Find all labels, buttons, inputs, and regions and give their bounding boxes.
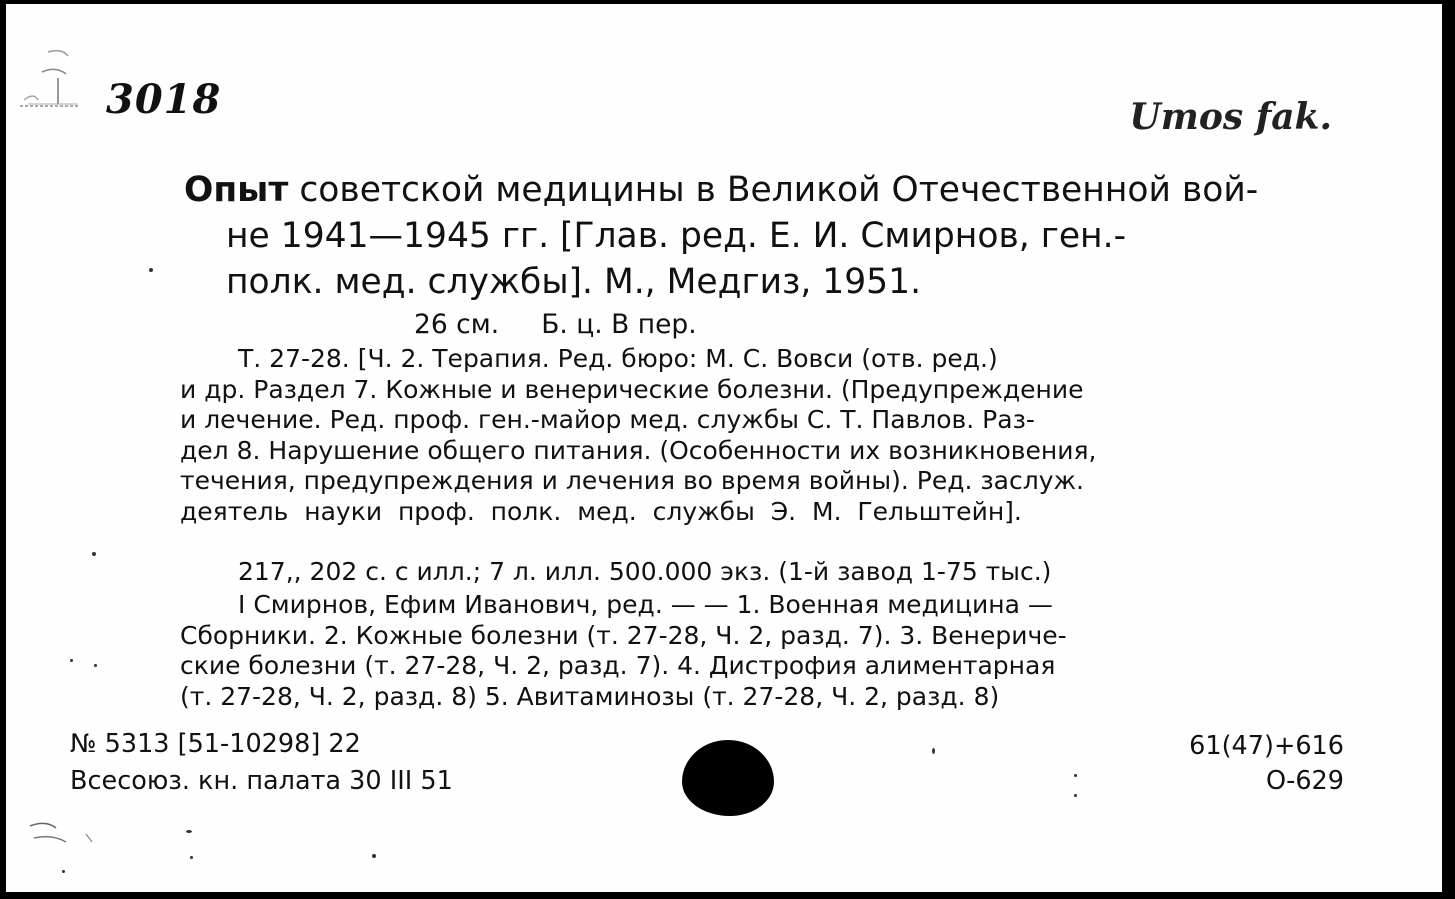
speck-mark xyxy=(186,830,192,833)
contents-line: и лечение. Ред. проф. ген.-майор мед. службы С. Т. Павлов. Раз- xyxy=(180,405,1035,434)
catalog-card xyxy=(6,4,1442,892)
contents-line: дел 8. Нарушение общего питания. (Особенности их возникновения, xyxy=(180,435,1097,465)
contents-line: деятель науки проф. полк. мед. службы Э. М. Гельштейн]. xyxy=(180,496,1022,526)
scribble-mark xyxy=(26,816,106,856)
speck-mark xyxy=(92,552,96,556)
subject-line: ские болезни (т. 27-28, Ч. 2, разд. 7). 4. Дистрофия алиментарная xyxy=(180,651,1056,680)
title-line xyxy=(184,213,1352,259)
speck-mark xyxy=(62,870,65,873)
cutter-number: О-629 xyxy=(1266,766,1344,796)
classification-code: 61(47)+616 xyxy=(1189,731,1344,761)
title-lead-word: Опыт xyxy=(184,170,289,210)
volume-contents xyxy=(180,344,1348,527)
subject-line: (т. 27-28, Ч. 2, разд. 8) 5. Авитаминозы (т. 27-28, Ч. 2, разд. 8) xyxy=(180,681,1000,711)
subject-line: I Смирнов, Ефим Иванович, ред. — — 1. Военная медицина — xyxy=(238,590,1053,619)
title-line-text: советской медицины в Великой Отечественной вой- xyxy=(288,170,1259,210)
marginal-handwritten-note: Umos fak. xyxy=(1129,96,1332,138)
contents-line: и др. Раздел 7. Кожные и венерические болезни. (Предупреждение xyxy=(180,374,1084,404)
speck-mark xyxy=(149,268,153,272)
title-line xyxy=(184,167,1352,213)
issuing-body: Всесоюз. кн. палата 30 III 51 xyxy=(70,766,453,796)
speck-mark xyxy=(70,659,73,662)
subject-line: Сборники. 2. Кожные болезни (т. 27-28, Ч. 2, разд. 7). 3. Венериче- xyxy=(180,620,1067,650)
contents-line: Т. 27-28. [Ч. 2. Терапия. Ред. бюро: М. С. Вовси (отв. ред.) xyxy=(238,344,998,373)
contents-line: течения, предупреждения и лечения во время войны). Ред. заслуж. xyxy=(180,466,1084,495)
title-line xyxy=(184,259,1352,305)
registration-number: № 5313 [51-10298] 22 xyxy=(70,729,361,759)
title-line-text: не 1941—1945 гг. [Глав. ред. Е. И. Смирнов, ген.- xyxy=(226,216,1127,256)
pagination-line: 217,, 202 с. с илл.; 7 л. илл. 500.000 экз. (1-й завод 1-75 тыс.) xyxy=(238,557,1052,586)
speck-mark xyxy=(932,748,935,754)
punch-hole xyxy=(682,740,774,816)
format-line: 26 см. Б. ц. В пер. xyxy=(414,309,697,340)
speck-mark xyxy=(190,856,193,859)
faded-stamp-mark xyxy=(18,44,88,124)
speck-mark xyxy=(1074,774,1077,777)
speck-mark xyxy=(372,854,376,858)
bibliographic-title xyxy=(184,167,1352,305)
accession-number: 3018 xyxy=(106,76,222,123)
subject-headings xyxy=(180,590,1348,712)
speck-mark xyxy=(1074,794,1077,797)
title-line-text: полк. мед. службы]. М., Медгиз, 1951. xyxy=(226,262,922,302)
speck-mark xyxy=(94,664,97,667)
